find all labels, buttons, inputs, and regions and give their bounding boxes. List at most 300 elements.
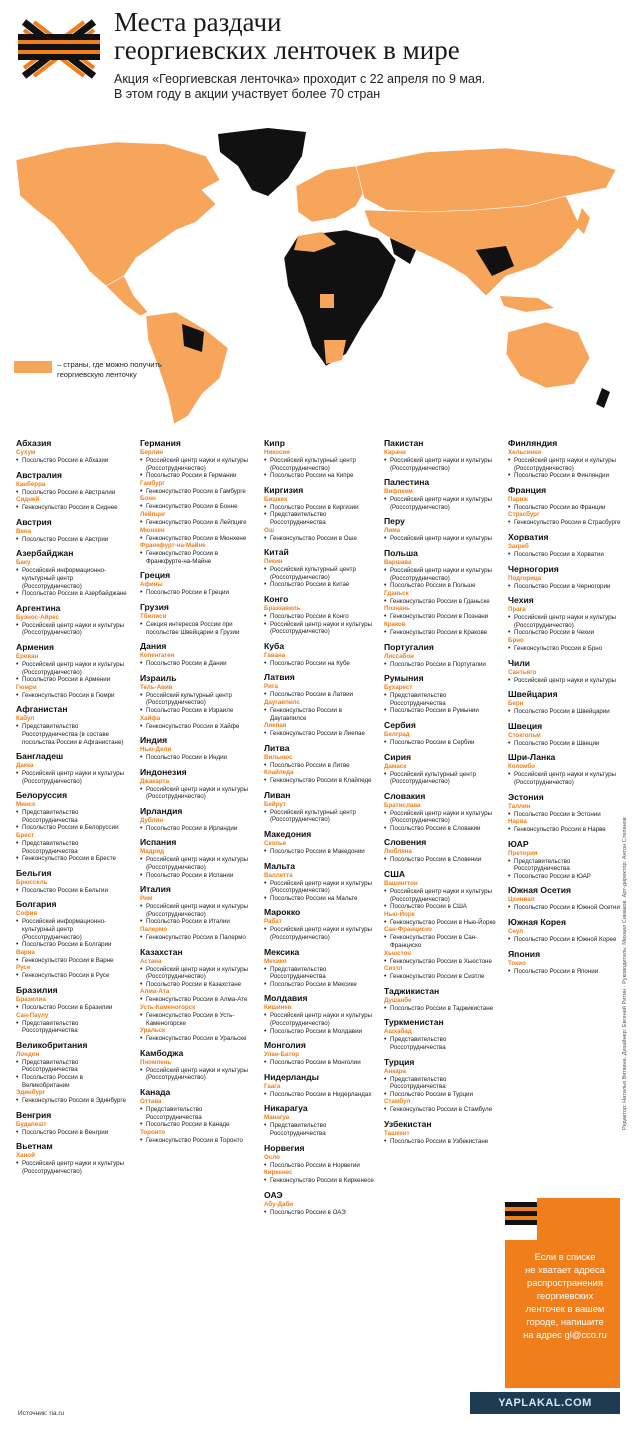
city-name: Бонн	[140, 495, 156, 503]
city-name: Баку	[16, 559, 31, 567]
list-item: • Посольство России в Литве	[264, 762, 379, 770]
legend-swatch	[14, 361, 52, 373]
callout-line-3: распространения	[527, 1277, 603, 1288]
list-item: • Генконсульство России в Палермо	[140, 934, 255, 942]
list-item: • Посольство России в ЮАР	[508, 873, 623, 881]
city-name: Осло	[264, 1153, 280, 1161]
city-name: Палермо	[140, 926, 168, 934]
country-name: Шри-Ланка	[508, 752, 556, 763]
city-name: Кабул	[16, 715, 35, 723]
list-item: • Российский центр науки и культуры (Россотрудничество)	[264, 621, 379, 636]
country-name: Куба	[264, 640, 285, 651]
list-item: • Российский центр науки и культуры (Россотрудничество)	[16, 622, 131, 637]
country-name: Кипр	[264, 438, 285, 448]
list-item: • Посольство России в Румынии	[384, 707, 499, 715]
list-item: • Российский информационно-культурный центр (Россотрудничество)	[16, 918, 131, 941]
list-item: • Российский центр науки и культуры (Россотрудничество)	[140, 1067, 255, 1082]
list-item: • Посольство России в Норвегии	[264, 1162, 379, 1170]
list-item: • Представительство Россотрудничества	[384, 692, 499, 707]
city-name: Гюмри	[16, 683, 37, 691]
country-name: Афганистан	[16, 704, 68, 715]
country-name: Латвия	[264, 672, 295, 683]
city-name: Прага	[508, 606, 526, 614]
list-item: • Российский культурный центр (Россотрудничество)	[264, 566, 379, 581]
city-name: Рим	[140, 895, 153, 903]
list-item: • Посольство России в Таджикистане	[384, 1005, 499, 1013]
city-name: Джакарта	[140, 777, 170, 785]
list-item: • Российский центр науки и культуры	[384, 535, 499, 543]
list-item: • Представительство Россотрудничества	[264, 511, 379, 526]
city-name: Хельсинки	[508, 449, 542, 456]
country-name: Южная Осетия	[508, 885, 572, 896]
city-name: Эдинбург	[16, 1089, 46, 1097]
country-name: Литва	[264, 742, 290, 753]
city-name: Сиэтл	[384, 965, 403, 973]
list-item: • Представительство Россотрудничества	[140, 1106, 255, 1121]
list-item: • Посольство России в Финляндии	[508, 472, 623, 480]
list-item: • Генконсульство России в Варне	[16, 957, 131, 965]
city-name: Дамаск	[384, 762, 407, 770]
city-name: Сидней	[16, 496, 40, 504]
city-name: Вашингтон	[384, 880, 418, 888]
country-name: Марокко	[264, 907, 301, 918]
list-item: • Посольство России в Словении	[384, 856, 499, 864]
city-name: Уральск	[140, 1027, 166, 1035]
list-item: • Посольство России в Швеции	[508, 740, 623, 748]
list-item: • Генконсульство России в Познани	[384, 613, 499, 621]
city-name: Коломбо	[508, 763, 536, 771]
list-item: • Представительство Россотрудничества	[508, 858, 623, 873]
list-item: • Генконсульство России в Лейпциге	[140, 519, 255, 527]
country-name: Норвегия	[264, 1142, 305, 1153]
city-name: Сан-Паулу	[16, 1011, 49, 1019]
city-name: Лиепая	[264, 722, 287, 730]
country-name: Швейцария	[508, 689, 558, 700]
city-name: Оттава	[140, 1097, 162, 1105]
city-name: Мадрид	[140, 848, 165, 856]
country-name: Индонезия	[140, 766, 187, 777]
country-name: Ливан	[264, 789, 291, 800]
list-item: • Генконсульство России в Сиднее	[16, 504, 131, 512]
list-item: • Посольство России в Польше	[384, 582, 499, 590]
list-item: • Посольство России в Сербии	[384, 739, 499, 747]
list-item: • Российский центр науки и культуры (Россотрудничество)	[16, 770, 131, 785]
list-item: • Российский центр науки и культуры (Россотрудничество)	[16, 661, 131, 676]
city-name: Загреб	[508, 542, 529, 550]
city-name: Афины	[140, 581, 163, 589]
city-name: Клайпеда	[264, 769, 294, 777]
list-item: • Посольство России в Молдавии	[264, 1028, 379, 1036]
list-item: • Посольство России в Швейцарии	[508, 708, 623, 716]
city-name: Рабат	[264, 918, 282, 926]
city-name: Мюнхен	[140, 526, 165, 534]
subtitle-line-2: В этом году в акции участвует более 70 стран	[114, 87, 381, 101]
list-item: • Посольство России в Австралии	[16, 489, 131, 497]
list-item: • Генконсульство России в Русе	[16, 972, 131, 980]
list-item: • Генконсульство России в Сан-Франциско	[384, 934, 499, 949]
list-item: • Посольство России в Южной Корее	[508, 936, 623, 944]
city-name: Любляна	[384, 848, 412, 856]
list-item: • Посольство России в Македонии	[264, 848, 379, 856]
list-item: • Посольство России в Португалии	[384, 661, 499, 669]
map-north-america	[16, 142, 220, 286]
city-name: Пномпень	[140, 1058, 172, 1066]
city-name: Нью-Дели	[140, 746, 172, 754]
city-name: Берн	[508, 700, 524, 708]
city-name: Страсбург	[508, 511, 540, 519]
list-item: • Посольство России в Казахстане	[140, 981, 255, 989]
list-item: • Посольство России во Франции	[508, 504, 623, 512]
source: Источник: ria.ru	[18, 1410, 65, 1417]
list-item: • Российский центр науки и культуры (Россотрудничество)	[140, 856, 255, 871]
city-name: Улан-Батор	[264, 1051, 300, 1059]
country-name: Молдавия	[264, 993, 308, 1004]
map-europe	[296, 166, 366, 222]
list-item: • Посольство России в Испании	[140, 872, 255, 880]
country-name: Австрия	[16, 516, 52, 527]
list-item: • Посольство России в Армении	[16, 676, 131, 684]
callout-line-7: на адрес gl@cco.ru	[523, 1329, 607, 1340]
list-item: • Генконсульство России в Страсбурге	[508, 519, 623, 527]
city-name: Токио	[508, 959, 526, 967]
city-name: Нью-Йорк	[384, 910, 415, 918]
city-name: Вильнюс	[264, 753, 293, 761]
city-name: Минск	[16, 801, 36, 809]
list-item: • Генконсульство России в Лиепае	[264, 730, 379, 738]
city-name: Скопье	[264, 840, 287, 848]
list-item: • Российский центр науки и культуры (Россотрудничество)	[384, 496, 499, 511]
country-name: Бангладеш	[16, 751, 64, 762]
subtitle-line-1: Акция «Георгиевская ленточка» проходит с 22 апреля по 9 мая.	[114, 72, 486, 86]
list-item: • Посольство России в Словакии	[384, 825, 499, 833]
list-item: • Посольство России в Чехии	[508, 629, 623, 637]
city-name: Киркенес	[264, 1169, 293, 1177]
subtitle	[114, 72, 614, 102]
list-item: • Посольство России в ОАЭ	[264, 1209, 379, 1217]
city-name: Сантьяго	[508, 668, 537, 676]
list-item: • Генконсульство России в Усть-Каменогорске	[140, 1012, 255, 1027]
country-column	[508, 438, 623, 975]
country-name: ОАЭ	[264, 1189, 283, 1200]
callout-line-1: Если в списке	[534, 1251, 596, 1262]
legend-text-line-2: георгиевскую ленточку	[57, 370, 137, 379]
list-item: • Секция интересов России при посольстве Швейцарии в Грузии	[140, 621, 255, 636]
list-item: • Российский центр науки и культуры	[508, 677, 623, 685]
list-item: • Посольство России в Конго	[264, 613, 379, 621]
list-item: • Посольство России в Бразилии	[16, 1004, 131, 1012]
list-item: • Посольство России в Южной Осетии	[508, 904, 623, 912]
list-item: • Генконсульство России в Хьюстоне	[384, 958, 499, 966]
city-name: Сан-Франциско	[384, 926, 432, 934]
list-item: • Посольство России в Канаде	[140, 1121, 255, 1129]
city-name: Астана	[140, 957, 162, 965]
city-name: Валлетта	[264, 871, 293, 879]
callout-line-5: ленточек в вашем	[525, 1303, 605, 1314]
country-name: Таджикистан	[384, 985, 440, 996]
list-item: • Представительство Россотрудничества	[16, 1020, 131, 1035]
city-name: Сеул	[508, 928, 524, 936]
list-item: • Генконсульство России в Гданьске	[384, 598, 499, 606]
list-item: • Генконсульство России в Оше	[264, 535, 379, 543]
country-name: Израиль	[140, 672, 177, 683]
list-item: • Российский центр науки и культуры (Россотрудничество)	[140, 903, 255, 918]
ribbon-logo-icon	[18, 16, 100, 82]
list-item: • Посольство России на Кипре	[264, 472, 379, 480]
list-item: • Российский центр науки и культуры (Россотрудничество)	[264, 1012, 379, 1027]
callout-box	[505, 1198, 620, 1388]
country-name: Финляндия	[508, 438, 558, 448]
country-name: Конго	[264, 593, 289, 604]
list-item: • Посольство России в Великобритании	[16, 1074, 131, 1089]
list-item: • Российский центр науки и культуры (Россотрудничество)	[508, 614, 623, 629]
list-item: • Генконсульство России в Даугавпилсе	[264, 707, 379, 722]
country-name: Германия	[140, 438, 181, 448]
city-name: Брест	[16, 832, 35, 840]
country-name: Словакия	[384, 790, 426, 801]
list-item: • Посольство России в Италии	[140, 918, 255, 926]
list-item: • Генконсульство России в Гамбурге	[140, 488, 255, 496]
country-name: Азербайджан	[16, 548, 74, 559]
list-item: • Российский центр науки и культуры (Россотрудничество)	[140, 966, 255, 981]
list-item: • Генконсульство России в Кракове	[384, 629, 499, 637]
city-name: Торонто	[140, 1128, 166, 1136]
country-name: Индия	[140, 735, 168, 746]
country-name: Словения	[384, 837, 427, 848]
map-africa-south	[324, 340, 346, 364]
country-name: Никарагуа	[264, 1103, 308, 1114]
list-item: • Посольство России в Японии	[508, 968, 623, 976]
country-name: Южная Корея	[508, 917, 566, 928]
country-name: Узбекистан	[384, 1118, 432, 1129]
list-item: • Посольство России на Мальте	[264, 895, 379, 903]
list-item: • Генконсульство России в Мюнхене	[140, 535, 255, 543]
city-name: Лиссабон	[384, 652, 414, 660]
city-name: Ташкент	[384, 1129, 410, 1137]
list-item: • Посольство России в Австрии	[16, 536, 131, 544]
country-name: Австралия	[16, 469, 63, 480]
map-australia	[506, 322, 590, 388]
list-item: • Генконсульство России в Торонто	[140, 1137, 255, 1145]
city-name: Браззавиль	[264, 604, 301, 612]
country-name: Канада	[140, 1086, 171, 1097]
legend-text-line-1: – страны, где можно получить	[57, 360, 162, 369]
country-name: Дания	[140, 641, 167, 652]
country-column	[264, 438, 379, 1216]
map-new-zealand	[596, 388, 610, 408]
city-name: Пекин	[264, 558, 283, 566]
list-item: • Посольство России в Германии	[140, 472, 255, 480]
list-item: • Генконсульство России в Эдинбурге	[16, 1097, 131, 1105]
legend-text	[57, 360, 197, 380]
country-name: Италия	[140, 884, 171, 895]
list-item: • Генконсульство России в Гюмри	[16, 692, 131, 700]
city-name: Вифлеем	[384, 488, 413, 496]
list-item: • Посольство России в Турции	[384, 1091, 499, 1099]
ribbon-corner-icon	[505, 1198, 537, 1240]
list-item: • Посольство России в Киргизии	[264, 504, 379, 512]
list-item: • Генконсульство России в Стамбуле	[384, 1106, 499, 1114]
map-africa-congo	[320, 294, 334, 308]
city-name: Никосия	[264, 449, 290, 456]
list-item: • Посольство России в Азербайджане	[16, 590, 131, 598]
country-name: Монголия	[264, 1040, 306, 1051]
city-name: Усть-Каменогорск	[140, 1004, 196, 1011]
country-name: Мексика	[264, 946, 300, 957]
city-name: Париж	[508, 495, 528, 503]
country-name: Япония	[508, 948, 541, 959]
city-name: Бразилиа	[16, 996, 46, 1003]
city-name: Ереван	[16, 652, 39, 660]
country-name: Венгрия	[16, 1109, 52, 1120]
list-item: • Посольство России в Монголии	[264, 1059, 379, 1067]
list-item: • Генконсульство России в Сиэтле	[384, 973, 499, 981]
list-item: • Российский культурный центр (Россотрудничество)	[384, 771, 499, 786]
city-name: Гамбург	[140, 479, 165, 487]
city-name: Познань	[384, 605, 410, 613]
list-item: • Российский центр науки и культуры (Россотрудничество)	[264, 880, 379, 895]
country-name: Китай	[264, 547, 289, 558]
city-name: Стокгольм	[508, 731, 541, 739]
country-name: Турция	[384, 1056, 415, 1067]
list-item: • Посольство России в Израиле	[140, 707, 255, 715]
city-name: Дакка	[16, 762, 34, 770]
city-name: Будапешт	[16, 1120, 47, 1128]
city-name: Анкара	[384, 1067, 406, 1075]
list-item: • Посольство России в Белоруссии	[16, 824, 131, 832]
country-column	[140, 438, 255, 1144]
country-column	[384, 438, 499, 1146]
list-item: • Представительство Россотрудничества	[16, 840, 131, 855]
list-item: • Генконсульство России в Бонне	[140, 503, 255, 511]
country-name: Сербия	[384, 719, 416, 730]
callout-line-4: георгиевских	[536, 1290, 594, 1301]
country-name: Чили	[508, 657, 531, 668]
list-item: • Генконсульство России в Нарве	[508, 826, 623, 834]
list-item: • Генконсульство России в Хайфе	[140, 723, 255, 731]
country-name: Аргентина	[16, 602, 61, 613]
city-name: Краков	[384, 620, 406, 628]
list-item: • Российский центр науки и культуры (Россотрудничество)	[508, 771, 623, 786]
city-name: София	[16, 910, 38, 918]
city-name: Ош	[264, 526, 274, 534]
city-name: Претория	[508, 849, 538, 857]
city-name: Нарва	[508, 818, 527, 826]
list-item: • Представительство Россотрудничества	[16, 1059, 131, 1074]
list-item: • Российский центр науки и культуры (Россотрудничество)	[508, 457, 623, 472]
country-name: Эстония	[508, 791, 544, 802]
list-item: • Посольство России в США	[384, 903, 499, 911]
city-name: Гданьск	[384, 589, 409, 597]
country-name: Вьетнам	[16, 1141, 53, 1152]
list-item: • Российский культурный центр (Россотрудничество)	[264, 809, 379, 824]
list-item: • Генконсульство России в Брно	[508, 645, 623, 653]
city-name: Вена	[16, 527, 32, 535]
list-item: • Российский центр науки и культуры (Россотрудничество)	[384, 457, 499, 472]
list-item: • Представительство Россотрудничества (в составе посольства России в Афганистане)	[16, 723, 131, 746]
country-name: Румыния	[384, 673, 424, 684]
country-name: ЮАР	[508, 838, 529, 849]
map-japan	[576, 208, 590, 234]
country-name: Швеция	[508, 720, 543, 731]
country-name: Камбоджа	[140, 1047, 184, 1058]
country-name: Франция	[508, 484, 547, 495]
country-name: Ирландия	[140, 805, 183, 816]
country-name: Казахстан	[140, 946, 183, 957]
city-name: Русе	[16, 964, 31, 972]
city-name: Лейпциг	[140, 510, 166, 518]
list-item: • Представительство Россотрудничества	[264, 1122, 379, 1137]
city-name: Брюссель	[16, 878, 48, 886]
country-name: Македония	[264, 829, 312, 840]
title-line-2: георгиевских ленточек в мире	[114, 35, 460, 65]
country-name: США	[384, 869, 406, 880]
list-item: • Генконсульство России в Уральске	[140, 1035, 255, 1043]
country-name: Бельгия	[16, 867, 52, 878]
list-item: • Российский центр науки и культуры (Россотрудничество)	[384, 810, 499, 825]
city-name: Белград	[384, 730, 410, 738]
list-item: • Посольство России в Ирландии	[140, 825, 255, 833]
list-item: • Генконсульство России в Киркенесе	[264, 1177, 379, 1185]
callout-line-6: городе, напишите	[526, 1316, 604, 1327]
city-name: Кишинев	[264, 1004, 292, 1012]
city-name: Сухум	[16, 449, 36, 456]
city-name: Копенгаген	[140, 652, 175, 660]
list-item: • Российский центр науки и культуры (Россотрудничество)	[384, 567, 499, 582]
city-name: Франкфурт-на-Майне	[140, 542, 206, 550]
world-map	[6, 126, 634, 426]
list-item: • Российский центр науки и культуры (Россотрудничество)	[140, 786, 255, 801]
map-legend	[14, 360, 197, 380]
list-item: • Посольство России в Индии	[140, 754, 255, 762]
list-item: • Посольство России в Латвии	[264, 691, 379, 699]
map-indonesia	[500, 296, 554, 312]
list-item: • Посольство России в Мексике	[264, 981, 379, 989]
city-name: Канберра	[16, 480, 46, 488]
list-item: • Российский центр науки и культуры (Россотрудничество)	[140, 457, 255, 472]
city-name: Бишкек	[264, 495, 288, 503]
header	[0, 0, 640, 120]
list-item: • Генконсульство России в Клайпеде	[264, 777, 379, 785]
city-name: Буэнос-Айрес	[16, 613, 59, 621]
city-name: Брно	[508, 636, 524, 644]
country-name: Пакистан	[384, 438, 424, 448]
city-name: Гаага	[264, 1082, 281, 1090]
list-item: • Российский центр науки и культуры (Россотрудничество)	[264, 926, 379, 941]
city-name: Бейрут	[264, 800, 286, 808]
list-item: • Посольство России в Черногории	[508, 583, 623, 591]
city-name: Гавана	[264, 651, 286, 659]
list-item: • Посольство России в Китае	[264, 581, 379, 589]
title-line-1: Места раздачи	[114, 7, 282, 37]
city-name: Ханой	[16, 1152, 35, 1160]
city-name: Карачи	[384, 449, 406, 456]
page-title	[114, 8, 544, 64]
city-name: Лондон	[16, 1050, 40, 1058]
list-item: • Генконсульство России в Нью-Йорке	[384, 919, 499, 927]
country-name: Грузия	[140, 601, 169, 612]
list-item: • Посольство России в Абхазии	[16, 457, 131, 465]
list-item: • Посольство России в Болгарии	[16, 941, 131, 949]
city-name: Манагуа	[264, 1114, 290, 1122]
list-item: • Посольство России в Бельгии	[16, 887, 131, 895]
city-name: Тель-Авив	[140, 683, 173, 691]
city-name: Братислава	[384, 801, 421, 809]
country-name: Великобритания	[16, 1039, 88, 1050]
watermark: YAPLAKAL.COM	[470, 1392, 620, 1414]
list-item: • Посольство России в Хорватии	[508, 551, 623, 559]
city-name: Хайфа	[140, 714, 161, 722]
city-name: Ашхабад	[384, 1028, 412, 1036]
